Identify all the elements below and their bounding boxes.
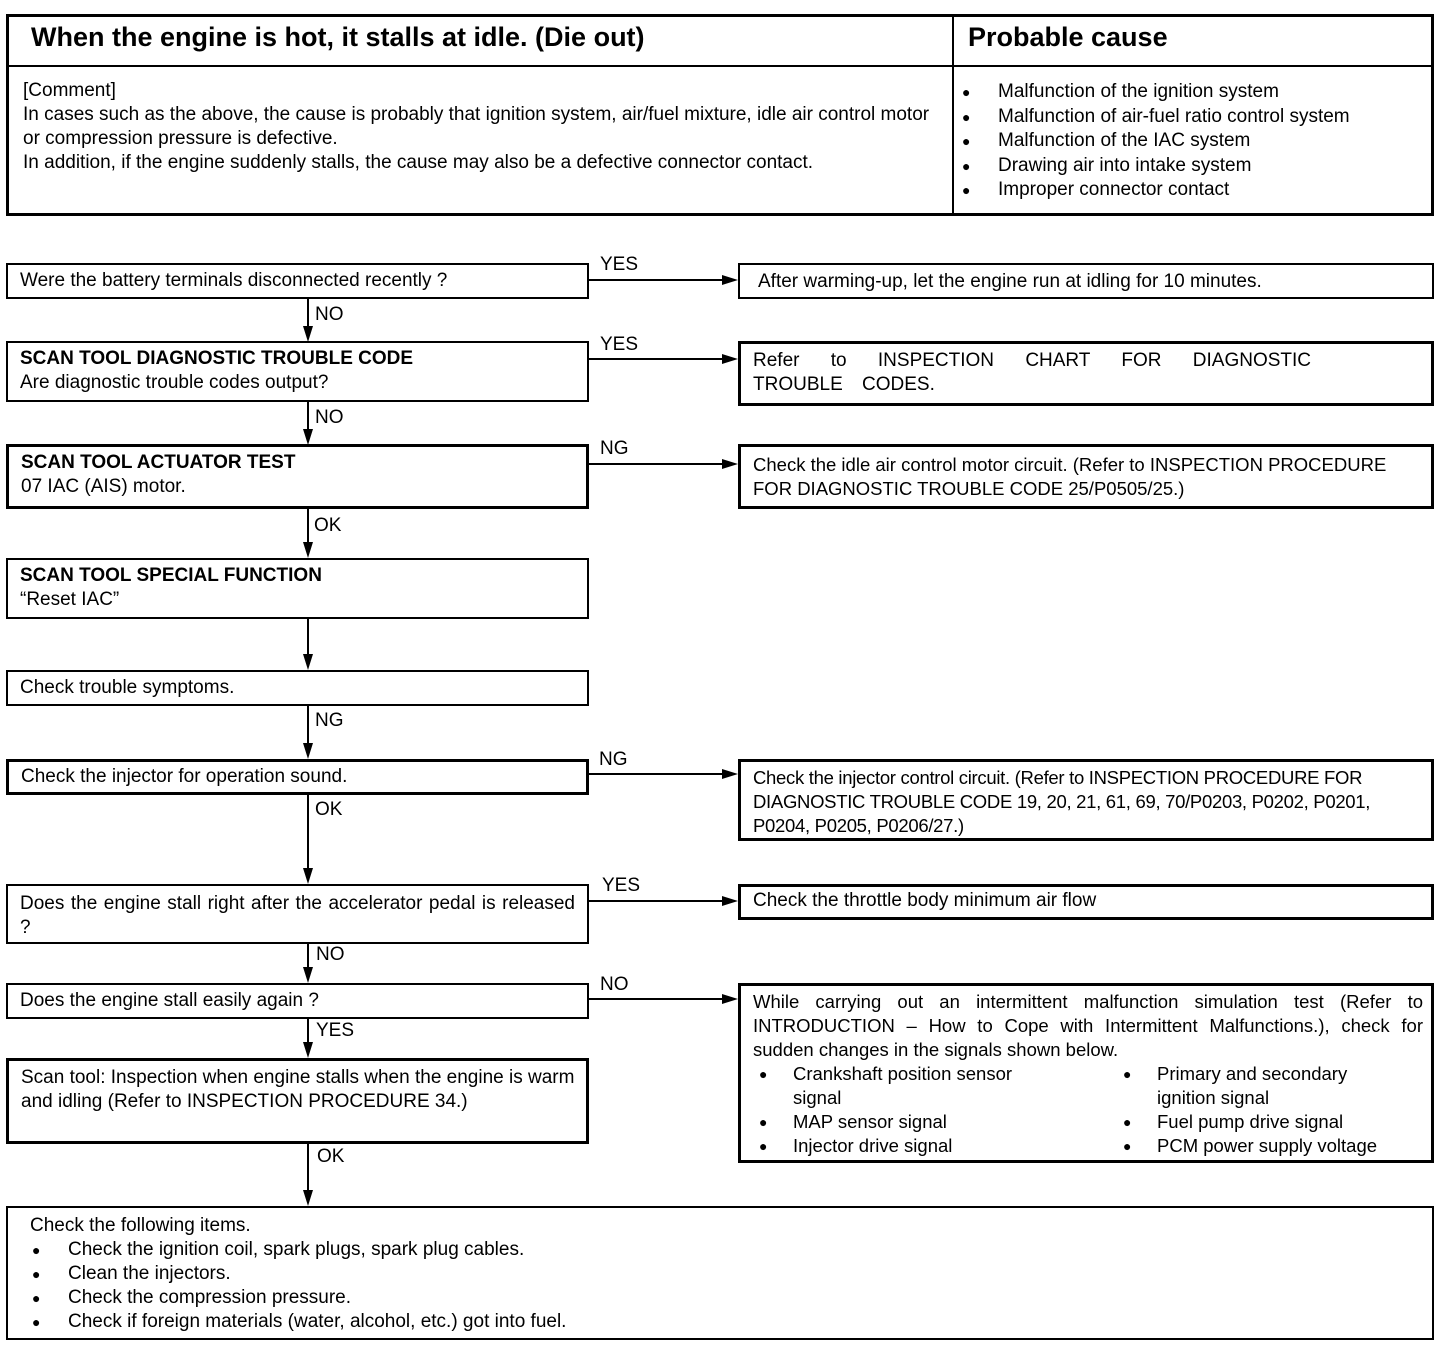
arrow-down-icon [303, 326, 313, 342]
arrow-down-icon [303, 429, 313, 445]
connector-line [307, 509, 309, 543]
result-injector-circuit [738, 759, 1434, 841]
branch-label-ng: NG [600, 438, 629, 459]
step-text: Are diagnostic trouble codes output? [20, 372, 329, 393]
arrow-down-icon [303, 743, 313, 759]
branch-label-no: NO [316, 944, 345, 965]
step-text: Were the battery terminals disconnected recently ? [20, 270, 448, 291]
signal-list [753, 1062, 1423, 1158]
step-title: SCAN TOOL DIAGNOSTIC TROUBLE CODE [20, 348, 414, 369]
signal-item: ● PCM power supply voltage [1123, 1134, 1423, 1158]
connector-line [589, 900, 723, 902]
step-stall-after-pedal [6, 884, 589, 944]
signal-item: ● MAP sensor signal [759, 1110, 1123, 1134]
step-check-trouble-symptoms [6, 670, 589, 706]
step-text: Does the engine stall right after the accelerator pedal is released ? [20, 893, 575, 938]
arrow-right-icon [722, 275, 738, 285]
connector-line [307, 402, 309, 430]
branch-label-no: NO [315, 407, 344, 428]
result-text: Check the injector control circuit. (Refer to INSPECTION PROCEDURE FOR DIAGNOSTIC TROUBLE CODE 19, 20, 21, 61, 69, 70/P0203, P0202, P0201, P0204, P0205, P0206/27.) [753, 767, 1371, 836]
branch-label-ok: OK [317, 1146, 345, 1167]
branch-label-ng: NG [315, 710, 344, 731]
connector-line [589, 998, 723, 1000]
branch-label-no: NO [315, 304, 344, 325]
arrow-right-icon [722, 769, 738, 779]
step-actuator-test [6, 444, 589, 509]
final-item: ● Check the ignition coil, spark plugs, spark plug cables. [32, 1238, 1410, 1262]
step-title: SCAN TOOL ACTUATOR TEST [21, 452, 296, 473]
arrow-right-icon [722, 354, 738, 364]
signal-list-right [1123, 1062, 1423, 1158]
result-text: While carrying out an intermittent malfunction simulation test (Refer to INTRODUCTION – How to Cope with Intermittent Malfunctions.), check for sudden changes in the signals shown below. [753, 991, 1423, 1060]
arrow-right-icon [722, 459, 738, 469]
step-battery-disconnected [6, 263, 589, 299]
comment-line: In cases such as the above, the cause is probably that ignition system, air/fuel mixture, idle air control motor or compression pressure is defective. [23, 104, 930, 149]
branch-label-no: NO [600, 974, 629, 995]
final-check-items [6, 1206, 1434, 1340]
signal-item: ● Crankshaft position sensor signal [759, 1062, 1123, 1110]
comment-section [9, 67, 954, 213]
branch-label-yes: YES [600, 334, 639, 355]
step-text: Does the engine stall easily again ? [20, 990, 319, 1011]
connector-line [307, 619, 309, 655]
connector-line [307, 944, 309, 968]
cause-item: ● Malfunction of the ignition system [962, 80, 1425, 105]
arrow-down-icon [303, 967, 313, 983]
connector-line [307, 299, 309, 327]
signal-list-left [753, 1062, 1123, 1158]
branch-label-ok: OK [315, 799, 343, 820]
signal-item: ● Fuel pump drive signal [1123, 1110, 1423, 1134]
signal-item: ● Injector drive signal [759, 1134, 1123, 1158]
result-iac-circuit [738, 444, 1434, 509]
probable-cause-heading: Probable cause [954, 17, 1431, 67]
step-stall-easily-again [6, 983, 589, 1019]
result-text: Check the throttle body minimum air flow [753, 890, 1097, 911]
final-heading: Check the following items. [30, 1215, 251, 1236]
connector-line [307, 1019, 309, 1043]
result-refer-dtc-chart [738, 341, 1434, 406]
result-warm-up-idle [738, 263, 1434, 299]
cause-item: ● Improper connector contact [962, 178, 1425, 203]
cause-item: ● Drawing air into intake system [962, 154, 1425, 179]
result-text: Check the idle air control motor circuit. (Refer to INSPECTION PROCEDURE FOR DIAGNOSTIC TROUBLE CODE 25/P0505/25.) [753, 454, 1387, 499]
branch-label-yes: YES [600, 254, 639, 275]
step-text: Scan tool: Inspection when engine stalls when the engine is warm and idling (Refer to INSPECTION PROCEDURE 34.) [21, 1067, 575, 1112]
arrow-right-icon [722, 994, 738, 1004]
branch-label-ng: NG [599, 749, 628, 770]
connector-line [589, 279, 723, 281]
connector-line [589, 358, 723, 360]
arrow-down-icon [303, 868, 313, 884]
cause-item: ● Malfunction of air-fuel ratio control system [962, 105, 1425, 130]
step-text: Check trouble symptoms. [20, 677, 235, 698]
arrow-down-icon [303, 1190, 313, 1206]
cause-item: ● Malfunction of the IAC system [962, 129, 1425, 154]
step-scan-tool-inspection [6, 1058, 589, 1144]
final-item-list [30, 1238, 1410, 1334]
symptom-title: When the engine is hot, it stalls at idle. (Die out) [9, 17, 954, 67]
connector-line [307, 706, 309, 744]
symptom-header-table [6, 14, 1434, 216]
final-item: ● Check if foreign materials (water, alcohol, etc.) got into fuel. [32, 1310, 1410, 1334]
signal-item: ● Primary and secondary ignition signal [1123, 1062, 1423, 1110]
step-text: 07 IAC (AIS) motor. [21, 476, 186, 497]
connector-line [589, 773, 723, 775]
connector-line [589, 463, 723, 465]
result-throttle-air-flow [738, 884, 1434, 920]
result-text: Refer to INSPECTION CHART FOR DIAGNOSTIC TROUBLE CODES. [753, 350, 1311, 395]
result-intermittent-test [738, 983, 1434, 1163]
final-item: ● Check the compression pressure. [32, 1286, 1410, 1310]
arrow-right-icon [722, 896, 738, 906]
comment-label: [Comment] [23, 80, 116, 101]
branch-label-yes: YES [602, 875, 641, 896]
step-special-function [6, 558, 589, 619]
arrow-down-icon [303, 654, 313, 670]
arrow-down-icon [303, 1042, 313, 1058]
step-text: “Reset IAC” [20, 589, 120, 610]
branch-label-ok: OK [314, 515, 342, 536]
probable-cause-list [954, 67, 1431, 213]
branch-label-yes: YES [316, 1020, 355, 1041]
arrow-down-icon [303, 542, 313, 558]
step-title: SCAN TOOL SPECIAL FUNCTION [20, 565, 322, 586]
comment-line: In addition, if the engine suddenly stalls, the cause may also be a defective connector contact. [23, 152, 814, 173]
connector-line [307, 795, 309, 869]
step-text: Check the injector for operation sound. [21, 766, 348, 787]
step-injector-sound [6, 759, 589, 795]
result-text: After warming-up, let the engine run at idling for 10 minutes. [758, 271, 1262, 292]
connector-line [307, 1144, 309, 1191]
step-scan-tool-dtc [6, 341, 589, 402]
final-item: ● Clean the injectors. [32, 1262, 1410, 1286]
